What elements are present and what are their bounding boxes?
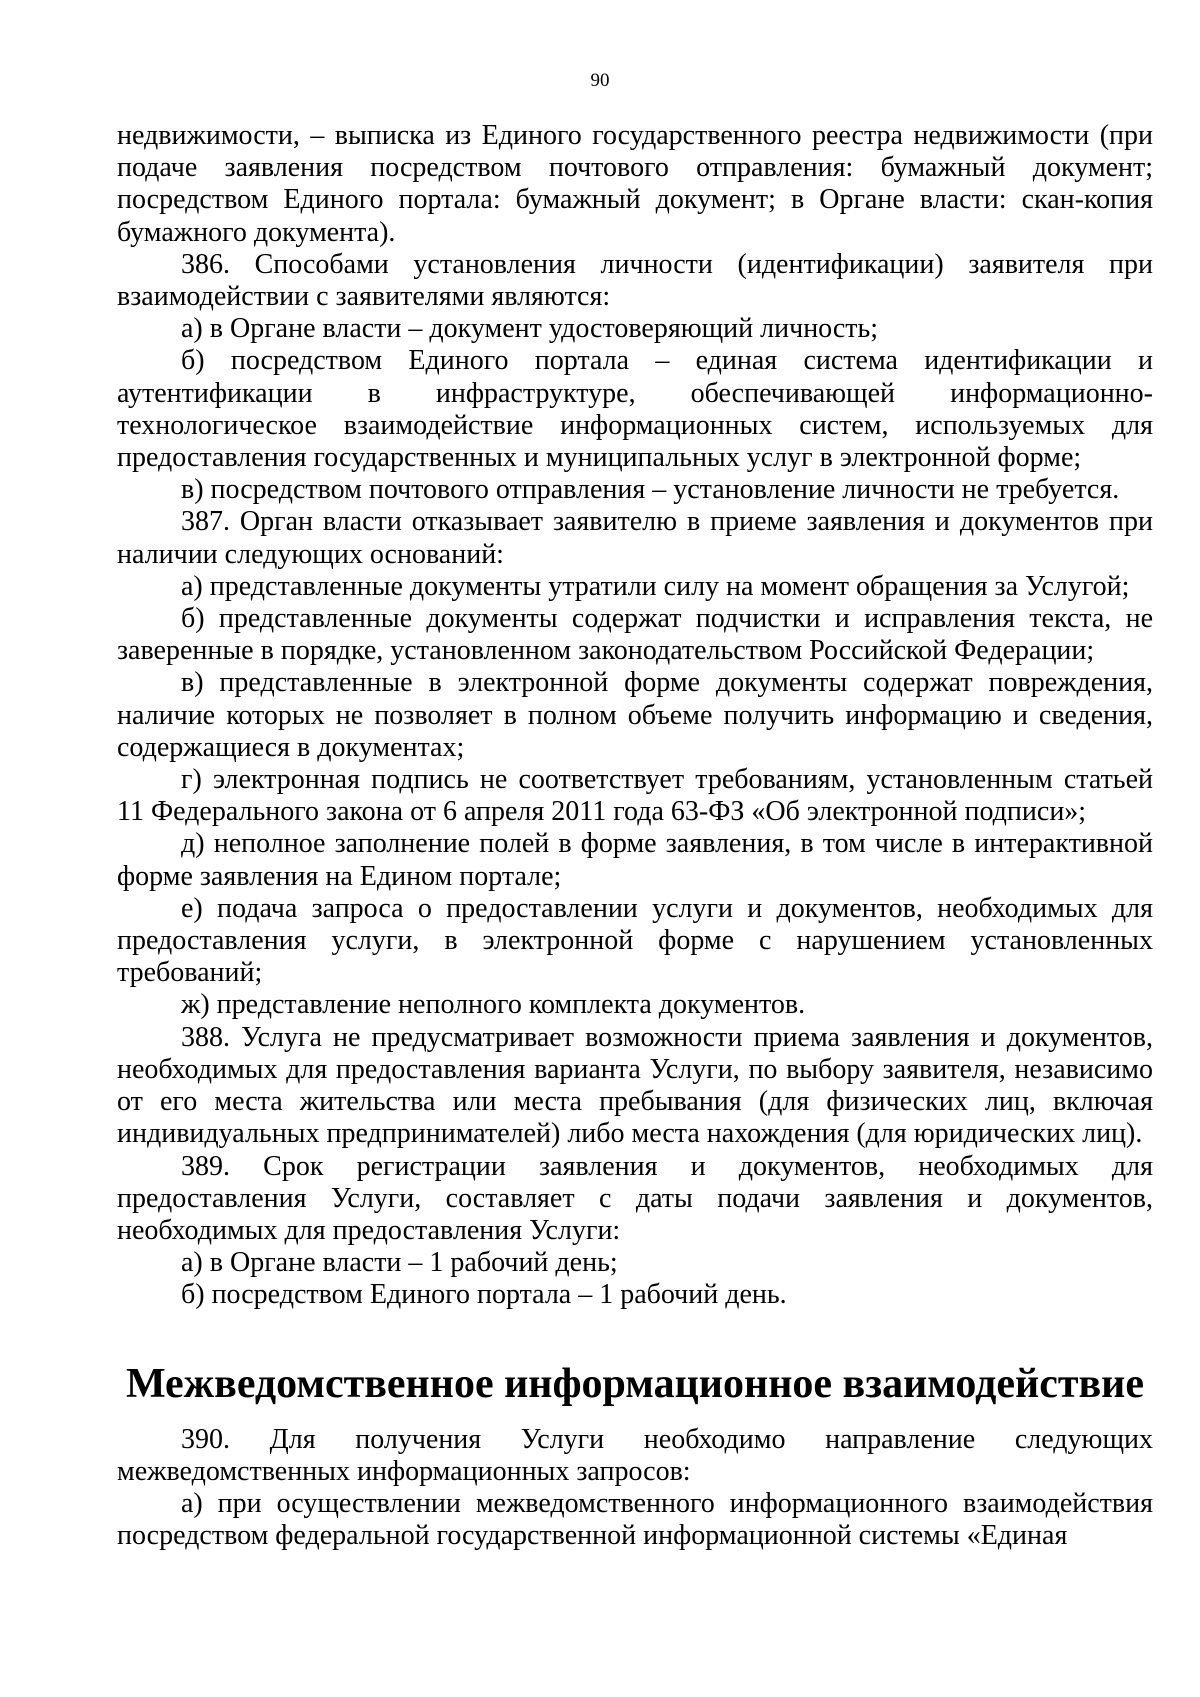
paragraph-387-v: в) представленные в электронной форме документы содержат повреждения, наличие которых не позволяет в полном объеме получить информацию и сведения, содержащиеся в документах;: [117, 667, 1153, 763]
paragraph-387-g: г) электронная подпись не соответствует требованиям, установленным статьей 11 Федерального закона от 6 апреля 2011 года 63-ФЗ «Об электронной подписи»;: [117, 764, 1153, 828]
paragraph-continuation: недвижимости, – выписка из Единого государственного реестра недвижимости (при подаче заявления посредством почтового отправления: бумажный документ; посредством Единого портала: бумажный документ; в Органе власти: скан-копия бумажного документа).: [117, 120, 1153, 248]
paragraph-390: 390. Для получения Услуги необходимо направление следующих межведомственных информационных запросов:: [117, 1423, 1153, 1487]
paragraph-386: 386. Способами установления личности (идентификации) заявителя при взаимодействии с заявителями являются:: [117, 248, 1153, 313]
paragraph-389: 389. Срок регистрации заявления и документов, необходимых для предоставления Услуги, составляет с даты подачи заявления и документов, необходимых для предоставления Услуги:: [117, 1150, 1153, 1246]
paragraph-389-b: б) посредством Единого портала – 1 рабочий день.: [181, 1279, 787, 1311]
paragraph-387: 387. Орган власти отказывает заявителю в приеме заявления и документов при наличии следующих оснований:: [117, 506, 1153, 570]
section-heading: Межведомственное информационное взаимодействие: [125, 1360, 1145, 1407]
paragraph-388: 388. Услуга не предусматривает возможности приема заявления и документов, необходимых для предоставления варианта Услуги, по выбору заявителя, независимо от его места жительства или места пребывания (для физических лиц, включая индивидуальных предпринимателей) либо места нахождения (для юридических лиц).: [117, 1021, 1153, 1150]
paragraph-387-b: б) представленные документы содержат подчистки и исправления текста, не заверенные в порядке, установленном законодательством Российской Федерации;: [117, 603, 1153, 667]
paragraph-387-d: д) неполное заполнение полей в форме заявления, в том числе в интерактивной форме заявления на Едином портале;: [117, 828, 1153, 892]
paragraph-387-zh: ж) представление неполного комплекта документов.: [181, 989, 806, 1021]
paragraph-387-e: е) подача запроса о предоставлении услуги и документов, необходимых для предоставления услуги, в электронной форме с нарушением установленных требований;: [117, 892, 1153, 989]
paragraph-386-a: а) в Органе власти – документ удостоверяющий личность;: [181, 313, 879, 345]
paragraph-386-b: б) посредством Единого портала – единая система идентификации и аутентификации в инфраструктуре, обеспечивающей информационно-технологическое взаимодействие информационных систем, используемых для предоставления государственных и муниципальных услуг в электронной форме;: [117, 345, 1153, 474]
paragraph-389-a: а) в Органе власти – 1 рабочий день;: [181, 1247, 618, 1279]
paragraph-386-v: в) посредством почтового отправления – установление личности не требуется.: [181, 474, 1120, 506]
document-body: [117, 120, 1153, 1553]
paragraph-390-a: а) при осуществлении межведомственного информационного взаимодействия посредством федеральной государственной информационной системы «Единая: [117, 1488, 1153, 1552]
page-number: 90: [590, 70, 610, 91]
paragraph-387-a: а) представленные документы утратили силу на момент обращения за Услугой;: [181, 570, 1130, 602]
